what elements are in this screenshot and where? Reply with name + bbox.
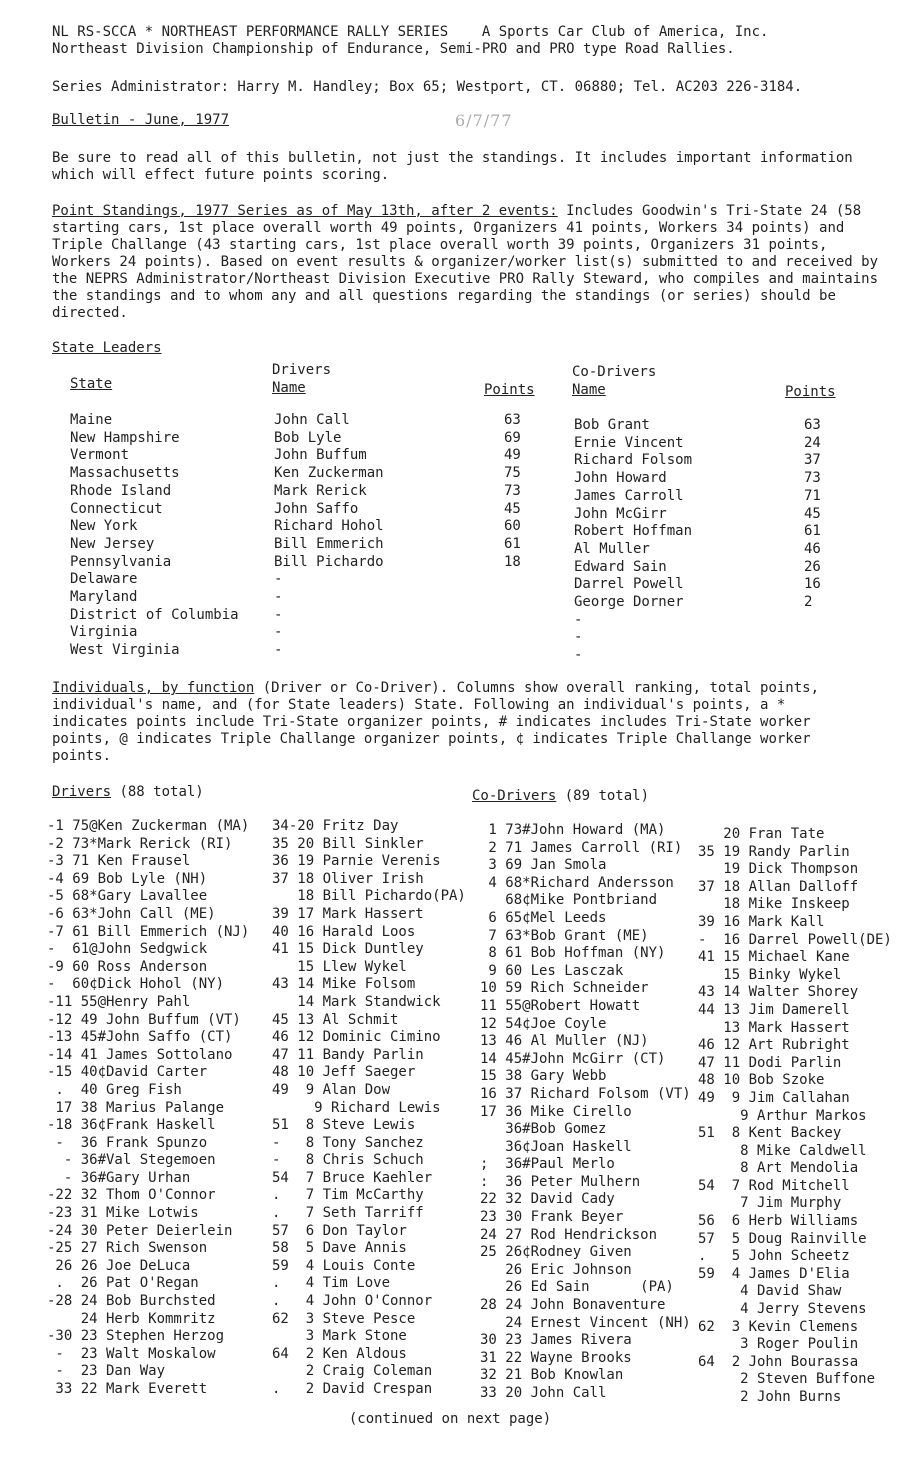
codriver-entry: 54 7 Rod Mitchell xyxy=(698,1177,850,1194)
driver-name: Ken Zuckerman xyxy=(274,465,384,482)
codriver-entry: 39 16 Mark Kall xyxy=(698,913,825,930)
codriver-entry: 15 Binky Wykel xyxy=(698,966,842,983)
individuals-paragraph xyxy=(52,680,860,765)
driver-entry: 35 20 Bill Sinkler xyxy=(272,835,424,852)
codriver-entry: 26 Eric Johnson xyxy=(480,1261,632,1278)
administrator-line: Series Administrator: Harry M. Handley; Box 65; Westport, CT. 06880; Tel. AC203 226-3184. xyxy=(52,79,803,95)
intro-paragraph: Be sure to read all of this bulletin, not just the standings. It includes important information which will effect future points scoring. xyxy=(52,150,853,183)
driver-name: - xyxy=(274,606,283,623)
state-name: New Hampshire xyxy=(70,429,180,446)
driver-entry: -24 30 Peter Deierlein xyxy=(47,1222,233,1239)
codriver-entry: 8 61 Bob Hoffman (NY) xyxy=(480,945,666,962)
codriver-entry: . 5 John Scheetz xyxy=(698,1248,850,1265)
codriver-points-header: Points xyxy=(785,384,836,400)
state-name: New York xyxy=(70,518,138,535)
driver-entry: . 40 Greg Fish xyxy=(47,1081,182,1098)
codriver-entry: 19 Dick Thompson xyxy=(698,861,859,878)
driver-entry: 48 10 Jeff Saeger xyxy=(272,1064,416,1081)
driver-entry: 40 16 Harald Loos xyxy=(272,923,416,940)
codriver-name: James Carroll xyxy=(574,487,684,504)
driver-entry: -18 36¢Frank Haskell xyxy=(47,1117,216,1134)
codriver-entry: 2 71 James Carroll (RI) xyxy=(480,839,683,856)
drivers-header: Drivers xyxy=(272,362,332,378)
drivers-heading xyxy=(52,784,887,801)
codriver-name: - xyxy=(574,611,583,628)
codriver-entry: 13 46 Al Muller (NJ) xyxy=(480,1033,649,1050)
codriver-entry: 24 Ernest Vincent (NH) xyxy=(480,1314,691,1331)
bulletin-date: Bulletin - June, 1977 xyxy=(52,112,230,128)
driver-entry: 46 12 Dominic Cimino xyxy=(272,1029,441,1046)
driver-name: Bill Emmerich xyxy=(274,535,384,552)
driver-entry: - 23 Dan Way xyxy=(47,1363,166,1380)
codriver-entry: 44 13 Jim Damerell xyxy=(698,1001,850,1018)
codrivers-column-1 xyxy=(480,822,691,1403)
club-name: A Sports Car Club of America, Inc. xyxy=(481,24,769,40)
codriver-entry: 49 9 Jim Callahan xyxy=(698,1089,850,1106)
driver-entry: -11 55@Henry Pahl xyxy=(47,993,191,1010)
codriver-entry: ; 36#Paul Merlo xyxy=(480,1156,615,1173)
driver-points: 63 xyxy=(504,412,521,428)
codriver-name: - xyxy=(574,647,583,664)
codriver-entry: 28 24 John Bonaventure xyxy=(480,1297,666,1314)
individuals-text: (Driver or Co-Driver). Columns show overall ranking, total points, individual's name, and (for State leaders) State. Following an individual's points, a * indicates points include Tri-State organizer points, # indicates includes Tri-State worker points, @ indicates Triple Challange organizer points, ¢ indicates Triple Challange worker points. xyxy=(52,680,820,764)
driver-entry: 51 8 Steve Lewis xyxy=(272,1117,416,1134)
codriver-entry: 30 23 James Rivera xyxy=(480,1332,632,1349)
driver-points: 18 xyxy=(504,553,521,570)
driver-name: John Saffo xyxy=(274,500,359,517)
driver-name: John Call xyxy=(274,412,350,428)
driver-entry: -23 31 Mike Lotwis xyxy=(47,1205,199,1222)
driver-entry: 54 7 Bruce Kaehler xyxy=(272,1169,433,1186)
driver-entry: 37 18 Oliver Irish xyxy=(272,870,424,887)
driver-name: - xyxy=(274,642,283,659)
codriver-points: 26 xyxy=(804,558,821,575)
codriver-entry: 36¢Joan Haskell xyxy=(480,1138,632,1155)
state-name: Delaware xyxy=(70,571,138,588)
codriver-entry: - 16 Darrel Powell(DE) xyxy=(698,931,892,948)
driver-entry: 24 Herb Kommritz xyxy=(47,1310,216,1327)
driver-entry: . 26 Pat O'Regan xyxy=(47,1275,199,1292)
state-name: Virginia xyxy=(70,624,138,641)
codriver-entry: 57 5 Doug Rainville xyxy=(698,1230,867,1247)
codriver-entry: 2 Steven Buffone xyxy=(698,1371,876,1388)
codriver-entry: 7 Jim Murphy xyxy=(698,1195,842,1212)
codriver-entry: : 36 Peter Mulhern xyxy=(480,1173,641,1190)
state-name: Maine xyxy=(70,412,113,428)
header-line1 xyxy=(52,24,887,41)
driver-entry: - 60¢Dick Hohol (NY) xyxy=(47,976,225,993)
codriver-entry: 16 37 Richard Folsom (VT) xyxy=(480,1085,691,1102)
standings-heading: Point Standings, 1977 Series as of May 13th, after 2 events: xyxy=(52,203,558,219)
codriver-entry: 26 Ed Sain (PA) xyxy=(480,1279,674,1296)
driver-points: 73 xyxy=(504,482,521,499)
state-col-header: State xyxy=(70,376,113,392)
driver-entry: 58 5 Dave Annis xyxy=(272,1240,407,1257)
driver-entry: -5 68*Gary Lavallee xyxy=(47,888,208,905)
driver-entry: -3 71 Ken Frausel xyxy=(47,853,191,870)
codriver-entry: 11 55@Robert Howatt xyxy=(480,997,641,1014)
driver-entry: - 36#Val Stegemoen xyxy=(47,1152,216,1169)
driver-entry: -2 73*Mark Rerick (RI) xyxy=(47,835,233,852)
state-name: West Virginia xyxy=(70,642,180,659)
driver-points: 75 xyxy=(504,465,521,482)
driver-entry: 9 Richard Lewis xyxy=(272,1099,441,1116)
driver-name: - xyxy=(274,589,283,605)
codriver-name: Bob Grant xyxy=(574,417,650,433)
driver-entry: -25 27 Rich Swenson xyxy=(47,1240,208,1257)
driver-entry: - 36 Frank Spunzo xyxy=(47,1134,208,1151)
drivers-column-2 xyxy=(272,818,466,1399)
driver-entry: -9 60 Ross Anderson xyxy=(47,958,208,975)
codriver-entry: 4 Jerry Stevens xyxy=(698,1301,867,1318)
codriver-name: - xyxy=(574,629,583,646)
driver-name-header: Name xyxy=(272,380,306,396)
codriver-name: Darrel Powell xyxy=(574,576,684,593)
driver-entry: 49 9 Alan Dow xyxy=(272,1081,391,1098)
driver-entry: -15 40¢David Carter xyxy=(47,1064,208,1081)
codriver-entry: 23 30 Frank Beyer xyxy=(480,1209,624,1226)
driver-entry: -6 63*John Call (ME) xyxy=(47,905,216,922)
codriver-name-header: Name xyxy=(572,382,606,398)
state-name: New Jersey xyxy=(70,535,155,552)
driver-entry: 26 26 Joe DeLuca xyxy=(47,1257,191,1274)
driver-entry: 47 11 Bandy Parlin xyxy=(272,1046,424,1063)
drivers-count: (88 total) xyxy=(111,784,204,800)
driver-entry: . 4 John O'Connor xyxy=(272,1293,433,1310)
codriver-entry: 32 21 Bob Knowlan xyxy=(480,1367,624,1384)
driver-entry: - 23 Walt Moskalow xyxy=(47,1345,216,1362)
codriver-entry: 43 14 Walter Shorey xyxy=(698,984,859,1001)
driver-entry: 64 2 Ken Aldous xyxy=(272,1345,407,1362)
driver-points: 49 xyxy=(504,447,521,464)
state-name: Massachusetts xyxy=(70,465,180,482)
driver-name: - xyxy=(274,624,283,641)
driver-points: 69 xyxy=(504,429,521,446)
state-name: District of Columbia xyxy=(70,606,239,623)
driver-entry: 36 19 Parnie Verenis xyxy=(272,853,441,870)
driver-entry: - 61@John Sedgwick xyxy=(47,941,208,958)
codrivers-heading xyxy=(472,788,649,805)
state-name: Maryland xyxy=(70,589,138,605)
driver-name: Bill Pichardo xyxy=(274,553,384,570)
driver-entry: 2 Craig Coleman xyxy=(272,1363,433,1380)
codriver-entry: 62 3 Kevin Clemens xyxy=(698,1318,859,1335)
codriver-entry: 47 11 Dodi Parlin xyxy=(698,1054,842,1071)
codrivers-title: Co-Drivers xyxy=(472,788,557,804)
codriver-points: 46 xyxy=(804,540,821,557)
codriver-entry: 4 68*Richard Andersson xyxy=(480,874,674,891)
codriver-points: 61 xyxy=(804,523,821,540)
standings-paragraph xyxy=(52,203,884,322)
codriver-entry: 68¢Mike Pontbriand xyxy=(480,892,658,909)
driver-entry: 57 6 Don Taylor xyxy=(272,1222,407,1239)
driver-entry: -14 41 James Sottolano xyxy=(47,1046,233,1063)
state-name: Connecticut xyxy=(70,500,163,517)
codriver-entry: 46 12 Art Rubright xyxy=(698,1037,850,1054)
driver-entry: - 8 Chris Schuch xyxy=(272,1152,424,1169)
codriver-name: Edward Sain xyxy=(574,558,667,575)
codriver-entry: 22 32 David Cady xyxy=(480,1191,615,1208)
state-name: Rhode Island xyxy=(70,482,172,499)
header-line2: Northeast Division Championship of Endurance, Semi-PRO and PRO type Road Rallies. xyxy=(52,41,735,57)
driver-entry: . 2 David Crespan xyxy=(272,1381,433,1397)
codriver-entry: 8 Art Mendolia xyxy=(698,1160,859,1177)
codriver-entry: 1 73#John Howard (MA) xyxy=(480,822,666,838)
driver-entry: 43 14 Mike Folsom xyxy=(272,976,416,993)
codriver-points: 37 xyxy=(804,452,821,469)
codriver-entry: 31 22 Wayne Brooks xyxy=(480,1349,632,1366)
codriver-points: 24 xyxy=(804,434,821,451)
driver-entry: 3 Mark Stone xyxy=(272,1328,407,1345)
codriver-entry: 33 20 John Call xyxy=(480,1385,607,1401)
codriver-entry: 14 45#John McGirr (CT) xyxy=(480,1050,666,1067)
codriver-entry: 6 65¢Mel Leeds xyxy=(480,909,607,926)
codriver-points: 2 xyxy=(804,594,813,610)
header xyxy=(52,24,887,58)
driver-entry: - 8 Tony Sanchez xyxy=(272,1134,424,1151)
driver-entry: 34-20 Fritz Day xyxy=(272,818,399,834)
codriver-entry: 9 Arthur Markos xyxy=(698,1107,867,1124)
driver-entry: 45 13 Al Schmit xyxy=(272,1011,399,1028)
codriver-entry: 25 26¢Rodney Given xyxy=(480,1244,632,1261)
codriver-entry: 37 18 Allan Dalloff xyxy=(698,878,859,895)
driver-entry: . 4 Tim Love xyxy=(272,1275,391,1292)
driver-name: John Buffum xyxy=(274,447,367,464)
state-leaders-title: State Leaders xyxy=(52,340,162,356)
state-name: Vermont xyxy=(70,447,130,464)
codrivers-count: (89 total) xyxy=(556,788,650,804)
codriver-name: George Dorner xyxy=(574,594,684,610)
codriver-points: 63 xyxy=(804,417,821,433)
codriver-entry: 9 60 Les Lasczak xyxy=(480,962,624,979)
driver-name: Mark Rerick xyxy=(274,482,367,499)
driver-entry: -4 69 Bob Lyle (NH) xyxy=(47,870,208,887)
driver-points: 45 xyxy=(504,500,521,517)
codriver-entry: 17 36 Mike Cirello xyxy=(480,1103,632,1120)
individuals-heading: Individuals, by function xyxy=(52,680,255,696)
codriver-entry: 35 19 Randy Parlin xyxy=(698,843,850,860)
driver-entry: 41 15 Dick Duntley xyxy=(272,941,424,958)
driver-entry: 17 38 Marius Palange xyxy=(47,1099,225,1116)
continued-note: (continued on next page) xyxy=(348,1411,552,1427)
driver-entry: -7 61 Bill Emmerich (NJ) xyxy=(47,923,250,940)
codriver-entry: 64 2 John Bourassa xyxy=(698,1353,859,1370)
codriver-points: 16 xyxy=(804,576,821,593)
codriver-name: Richard Folsom xyxy=(574,452,693,469)
codriver-entry: 24 27 Rod Hendrickson xyxy=(480,1226,658,1243)
driver-entry: . 7 Seth Tarriff xyxy=(272,1205,424,1222)
codriver-entry: 3 Roger Poulin xyxy=(698,1336,859,1353)
codrivers-header: Co-Drivers xyxy=(572,364,657,380)
codriver-entry: 18 Mike Inskeep xyxy=(698,896,850,913)
drivers-title: Drivers xyxy=(52,784,112,800)
codriver-entry: 13 Mark Hassert xyxy=(698,1019,850,1036)
driver-entry: -28 24 Bob Burchsted xyxy=(47,1293,216,1310)
driver-entry: 39 17 Mark Hassert xyxy=(272,905,424,922)
codriver-points: 45 xyxy=(804,505,821,522)
codriver-name: John Howard xyxy=(574,470,667,487)
driver-points-header: Points xyxy=(484,382,535,398)
handwritten-date: 6/7/77 xyxy=(455,111,513,130)
codriver-entry: 8 Mike Caldwell xyxy=(698,1142,867,1159)
driver-name: Richard Hohol xyxy=(274,518,384,535)
driver-name: - xyxy=(274,571,283,588)
driver-entry: -13 45#John Saffo (CT) xyxy=(47,1029,233,1046)
codriver-name: Robert Hoffman xyxy=(574,523,693,540)
codriver-name: John McGirr xyxy=(574,505,667,522)
codriver-entry: 59 4 James D'Elia xyxy=(698,1265,850,1282)
codriver-name: Ernie Vincent xyxy=(574,434,684,451)
driver-entry: 62 3 Steve Pesce xyxy=(272,1310,416,1327)
codriver-name: Al Muller xyxy=(574,540,650,557)
driver-entry: 59 4 Louis Conte xyxy=(272,1257,416,1274)
codriver-entry: 2 John Burns xyxy=(698,1389,842,1405)
driver-entry: - 36#Gary Urhan xyxy=(47,1169,191,1186)
codrivers-column-2 xyxy=(698,826,892,1407)
driver-name: Bob Lyle xyxy=(274,429,342,446)
codriver-entry: 10 59 Rich Schneider xyxy=(480,980,649,997)
codriver-entry: 48 10 Bob Szoke xyxy=(698,1072,825,1089)
driver-entry: -1 75@Ken Zuckerman (MA) xyxy=(47,818,250,834)
codriver-entry: 4 David Shaw xyxy=(698,1283,842,1300)
driver-points: 61 xyxy=(504,535,521,552)
codriver-entry: 12 54¢Joe Coyle xyxy=(480,1015,607,1032)
codriver-points: 71 xyxy=(804,487,821,504)
drivers-column-1 xyxy=(47,818,249,1399)
codriver-entry: 3 69 Jan Smola xyxy=(480,857,607,874)
codriver-entry: 7 63*Bob Grant (ME) xyxy=(480,927,649,944)
standings-text: Includes Goodwin's Tri-State 24 (58 starting cars, 1st place overall worth 49 points, Organizers 41 points, Workers 34 points) and Triple Challange (43 starting cars, 1st place overall worth 39 points, Organizers 31 points, Workers 24 points). Based on event results & organizer/worker list(s) submitted to and received by the NEPRS Administrator/Northeast Division Executive PRO Rally Steward, who compiles and maintains the standings and to whom any and all questions regarding the standings (or series) should be directed. xyxy=(52,203,879,321)
codriver-entry: 51 8 Kent Backey xyxy=(698,1125,842,1142)
driver-entry: 33 22 Mark Everett xyxy=(47,1381,208,1397)
driver-entry: 14 Mark Standwick xyxy=(272,993,441,1010)
driver-entry: 18 Bill Pichardo(PA) xyxy=(272,888,466,905)
codriver-entry: 20 Fran Tate xyxy=(698,826,825,842)
driver-points: 60 xyxy=(504,518,521,535)
series-name: NL RS-SCCA * NORTHEAST PERFORMANCE RALLY SERIES xyxy=(52,24,449,40)
driver-entry: -22 32 Thom O'Connor xyxy=(47,1187,216,1204)
driver-entry: -12 49 John Buffum (VT) xyxy=(47,1011,241,1028)
codriver-entry: 15 38 Gary Webb xyxy=(480,1068,607,1085)
codriver-points: 73 xyxy=(804,470,821,487)
driver-entry: -30 23 Stephen Herzog xyxy=(47,1328,225,1345)
codriver-entry: 56 6 Herb Williams xyxy=(698,1213,859,1230)
driver-entry: . 7 Tim McCarthy xyxy=(272,1187,424,1204)
codriver-entry: 41 15 Michael Kane xyxy=(698,949,850,966)
codriver-entry: 36#Bob Gomez xyxy=(480,1121,607,1138)
state-name: Pennsylvania xyxy=(70,553,172,570)
driver-entry: 15 Llew Wykel xyxy=(272,958,407,975)
